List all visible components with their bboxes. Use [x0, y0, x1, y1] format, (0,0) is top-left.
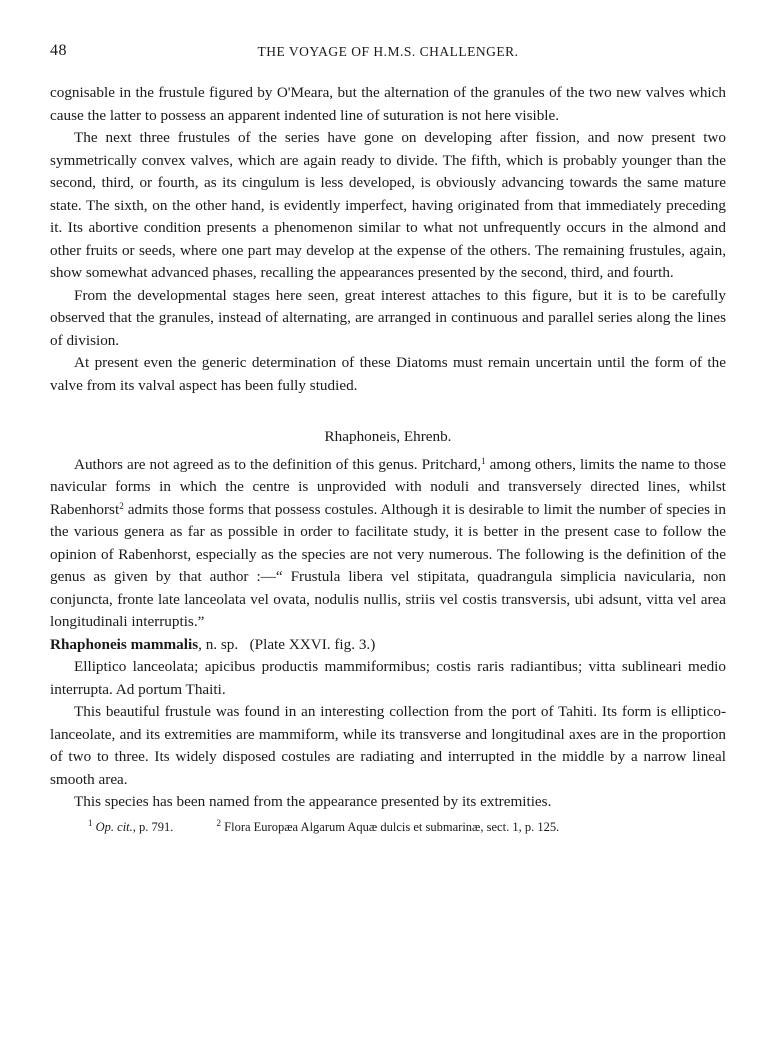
footnote-ref-2: 2: [119, 500, 124, 511]
footnote-2-text: Flora Europæa Algarum Aquæ dulcis et submarinæ, sect. 1, p. 125.: [224, 819, 560, 834]
species-suffix: , n. sp.: [198, 635, 239, 653]
footnote-2-marker: 2: [216, 817, 222, 828]
paragraph-frustules-series: The next three frustules of the series have gone on developing after fission, and now present two symmetrically convex valves, which are again ready to divide. The fifth, which is probably younger than the second, third, or fourth, as its cingulum is less developed, is obviously advancing towards the same mature state. The sixth, on the other hand, is evidently imperfect, having originated from that immediately preceding it. Its abortive condition presents a phenomenon similar to what not unfrequently occurs in the almond and other fruits or seeds, where one part may develop at the expense of the others. The remaining frustules, again, show somewhat advanced phases, recalling the appearances presented by the second, third, and fourth.: [50, 129, 726, 281]
footnote-1: [88, 817, 174, 834]
footnote-ref-1: 1: [481, 455, 486, 466]
species-description: This beautiful frustule was found in an interesting collection from the port of Tahiti. Its form is elliptico-lanceolate, and its extremities are mammiform, while its transverse and longitudinal axes are in the proportion of two to three. Its widely disposed costules are radiating and interrupted in the middle by a narrow lineal smooth area.: [50, 703, 726, 788]
genus-text-part-2: among others, limits the name to those navicular forms in which the centre is unprovided with noduli and transversely directed lines, whilst Rabenhorst: [50, 455, 726, 518]
footnote-2: [216, 817, 560, 834]
paragraph-continuation: cognisable in the frustule figured by O'Meara, but the alternation of the granules of the two new valves which cause the latter to possess an apparent indented line of suturation is not here visible.: [50, 84, 726, 124]
species-heading: [50, 634, 726, 657]
genus-text-part-3: admits those forms that possess costules. Although it is desirable to limit the number of species in the various genera as far as possible in order to facilitate study, it is better in the present case to follow the opinion of Rabenhorst, especially as the species are not very numerous. The following is the definition of the genus as given by that author :—“ Frustula libera vel stipitata, quadrangula simplicia navicularia, non conjuncta, fronte late lanceolata vel ovata, nodulis nullis, striis vel costis transversis, ubi adsunt, vitta vel area longitudinali interruptis.”: [50, 500, 726, 630]
species-naming-note: This species has been named from the appearance presented by its extremities.: [74, 793, 552, 810]
paragraph-developmental-stages: From the developmental stages here seen, great interest attaches to this figure, but it is to be carefully observed that the granules, instead of alternating, are arranged in continuous and parallel series along the lines of division.: [50, 286, 726, 349]
species-diagnosis: Elliptico lanceolata; apicibus productis mammiformibus; costis raris radiantibus; vitta sublineari medio interrupta. Ad portum Thaiti.: [50, 658, 726, 698]
genus-text-part-1: Authors are not agreed as to the definition of this genus. Pritchard,: [74, 455, 482, 473]
species-name: Rhaphoneis mammalis: [50, 635, 199, 653]
genus-heading: Rhaphoneis, Ehrenb.: [324, 428, 452, 445]
running-head: [50, 42, 726, 66]
paragraph-generic-determination: At present even the generic determination of these Diatoms must remain uncertain until the form of the valve from its valval aspect has been fully studied.: [50, 354, 726, 394]
footnote-1-marker: 1: [88, 817, 93, 828]
paragraph-genus-definition: [50, 454, 726, 634]
footnotes: [50, 818, 726, 836]
plate-reference: (Plate XXVI. fig. 3.): [249, 635, 376, 653]
footnote-1-title: Op. cit.: [95, 819, 133, 834]
page-number: 48: [50, 42, 67, 59]
footnote-1-rest: , p. 791.: [132, 819, 174, 834]
body-text: [50, 82, 726, 814]
page: [50, 42, 726, 836]
running-title: THE VOYAGE OF H.M.S. CHALLENGER.: [257, 44, 519, 59]
